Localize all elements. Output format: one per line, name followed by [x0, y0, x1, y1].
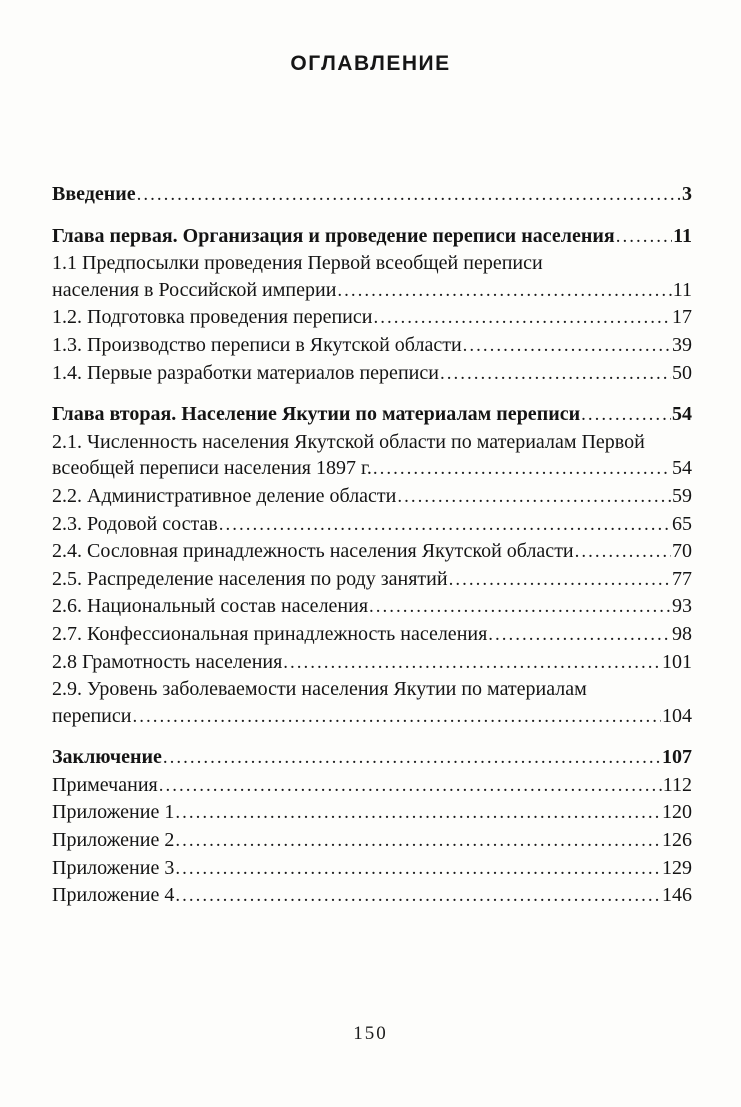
toc-entry	[52, 827, 692, 855]
dot-leader	[373, 304, 671, 332]
toc-entry	[52, 621, 692, 649]
dot-leader	[163, 744, 661, 772]
toc-entry	[52, 277, 692, 305]
toc-entry-page: 129	[662, 856, 692, 879]
toc-entry-text: 1.3. Производство переписи в Якутской области	[52, 333, 462, 356]
dot-leader	[175, 827, 661, 855]
dot-leader	[373, 455, 671, 483]
toc-entry-page: 126	[662, 829, 692, 852]
toc-entry	[52, 250, 692, 277]
dot-leader	[397, 483, 671, 511]
dot-leader	[575, 538, 671, 566]
toc-entry	[52, 593, 692, 621]
toc-entry-page: 146	[662, 884, 692, 907]
dot-leader	[219, 511, 671, 539]
toc-entry	[52, 882, 692, 910]
dot-leader	[175, 882, 661, 910]
toc-entry	[52, 744, 692, 772]
toc-entry-text: всеобщей переписи населения 1897 г.	[52, 457, 372, 480]
toc-entry	[52, 181, 692, 209]
dot-leader	[283, 649, 661, 677]
toc-entry	[52, 511, 692, 539]
toc-entry	[52, 429, 692, 456]
toc-entry-page: 70	[672, 540, 692, 563]
toc-entry	[52, 772, 692, 800]
toc-entry-text: Приложение 4	[52, 884, 175, 907]
toc-entry-text: 1.4. Первые разработки материалов переписи	[52, 361, 439, 384]
toc-entry-text: переписи	[52, 704, 132, 727]
toc-entry	[52, 566, 692, 594]
dot-leader	[449, 566, 671, 594]
toc-entry-text: 2.3. Родовой состав	[52, 512, 218, 535]
toc-entry-page: 112	[662, 773, 692, 796]
dot-leader	[440, 360, 671, 388]
toc-entry	[52, 455, 692, 483]
dot-leader	[132, 703, 661, 731]
toc-entry-text: 2.1. Численность населения Якутской области по материалам Первой	[52, 430, 645, 453]
toc-entry-page: 107	[662, 746, 692, 769]
toc-entry-text: Заключение	[52, 746, 162, 769]
dot-leader	[369, 593, 671, 621]
dot-leader	[488, 621, 671, 649]
toc-entry-page: 54	[672, 457, 692, 480]
toc-entry-page: 59	[672, 484, 692, 507]
toc-entry	[52, 223, 692, 251]
toc-entry	[52, 799, 692, 827]
toc-entry	[52, 855, 692, 883]
toc-entry-page: 39	[672, 333, 692, 356]
toc-entry-text: 1.1 Предпосылки проведения Первой всеобщей переписи	[52, 252, 543, 275]
toc-entry-page: 120	[662, 801, 692, 824]
toc-entry	[52, 703, 692, 731]
toc-entry-text: населения в Российской империи	[52, 278, 337, 301]
toc-entry-text: Глава первая. Организация и проведение переписи населения	[52, 224, 615, 247]
toc-entry-text: 1.2. Подготовка проведения переписи	[52, 306, 373, 329]
toc-entry-text: Глава вторая. Население Якутии по материалам переписи	[52, 403, 581, 426]
toc-entry-text: 2.2. Административное деление области	[52, 484, 397, 507]
dot-leader	[175, 799, 661, 827]
page-number: 150	[353, 1023, 388, 1044]
toc-entry-page: 98	[672, 622, 692, 645]
toc-entry-page: 17	[672, 306, 692, 329]
toc-entry	[52, 676, 692, 703]
dot-leader	[616, 223, 672, 251]
toc-entry-text: 2.6. Национальный состав населения	[52, 595, 369, 618]
toc-entry-text: Приложение 2	[52, 829, 175, 852]
toc-entry	[52, 483, 692, 511]
toc-entry	[52, 649, 692, 677]
toc-entry-page: 11	[672, 278, 692, 301]
toc-entry-text: Введение	[52, 183, 136, 205]
toc-entry	[52, 332, 692, 360]
toc-entry-text: 2.4. Сословная принадлежность населения Якутской области	[52, 540, 574, 563]
toc-entry	[52, 538, 692, 566]
toc-entry-text: Приложение 3	[52, 856, 175, 879]
toc-entry-page: 101	[662, 650, 692, 673]
dot-leader	[175, 855, 661, 883]
toc-entry-text: 2.8 Грамотность населения	[52, 650, 283, 673]
dot-leader	[463, 332, 671, 360]
toc-entry-page: 77	[672, 567, 692, 590]
toc-entry	[52, 401, 692, 429]
toc-entry-text: Приложение 1	[52, 801, 175, 824]
dot-leader	[581, 401, 671, 429]
dot-leader	[337, 277, 671, 305]
toc-entry-text: Примечания	[52, 773, 158, 796]
toc-entry-text: 2.5. Распределение населения по роду занятий	[52, 567, 448, 590]
toc-entry-page: 11	[673, 224, 692, 247]
dot-leader	[137, 181, 681, 209]
toc-entry-page: 93	[672, 595, 692, 618]
toc-entry-page: 104	[662, 704, 692, 727]
toc-entry-page: 65	[672, 512, 692, 535]
toc-list	[52, 181, 692, 910]
toc-entry	[52, 360, 692, 388]
toc-entry-page: 54	[672, 403, 692, 426]
toc-entry-text: 2.9. Уровень заболеваемости населения Якутии по материалам	[52, 678, 587, 701]
dot-leader	[159, 772, 662, 800]
toc-entry-text: 2.7. Конфессиональная принадлежность населения	[52, 622, 488, 645]
toc-entry-page: 3	[682, 183, 692, 205]
toc-entry	[52, 304, 692, 332]
page-title: ОГЛАВЛЕНИЕ	[290, 52, 451, 75]
toc-entry-page: 50	[672, 361, 692, 384]
